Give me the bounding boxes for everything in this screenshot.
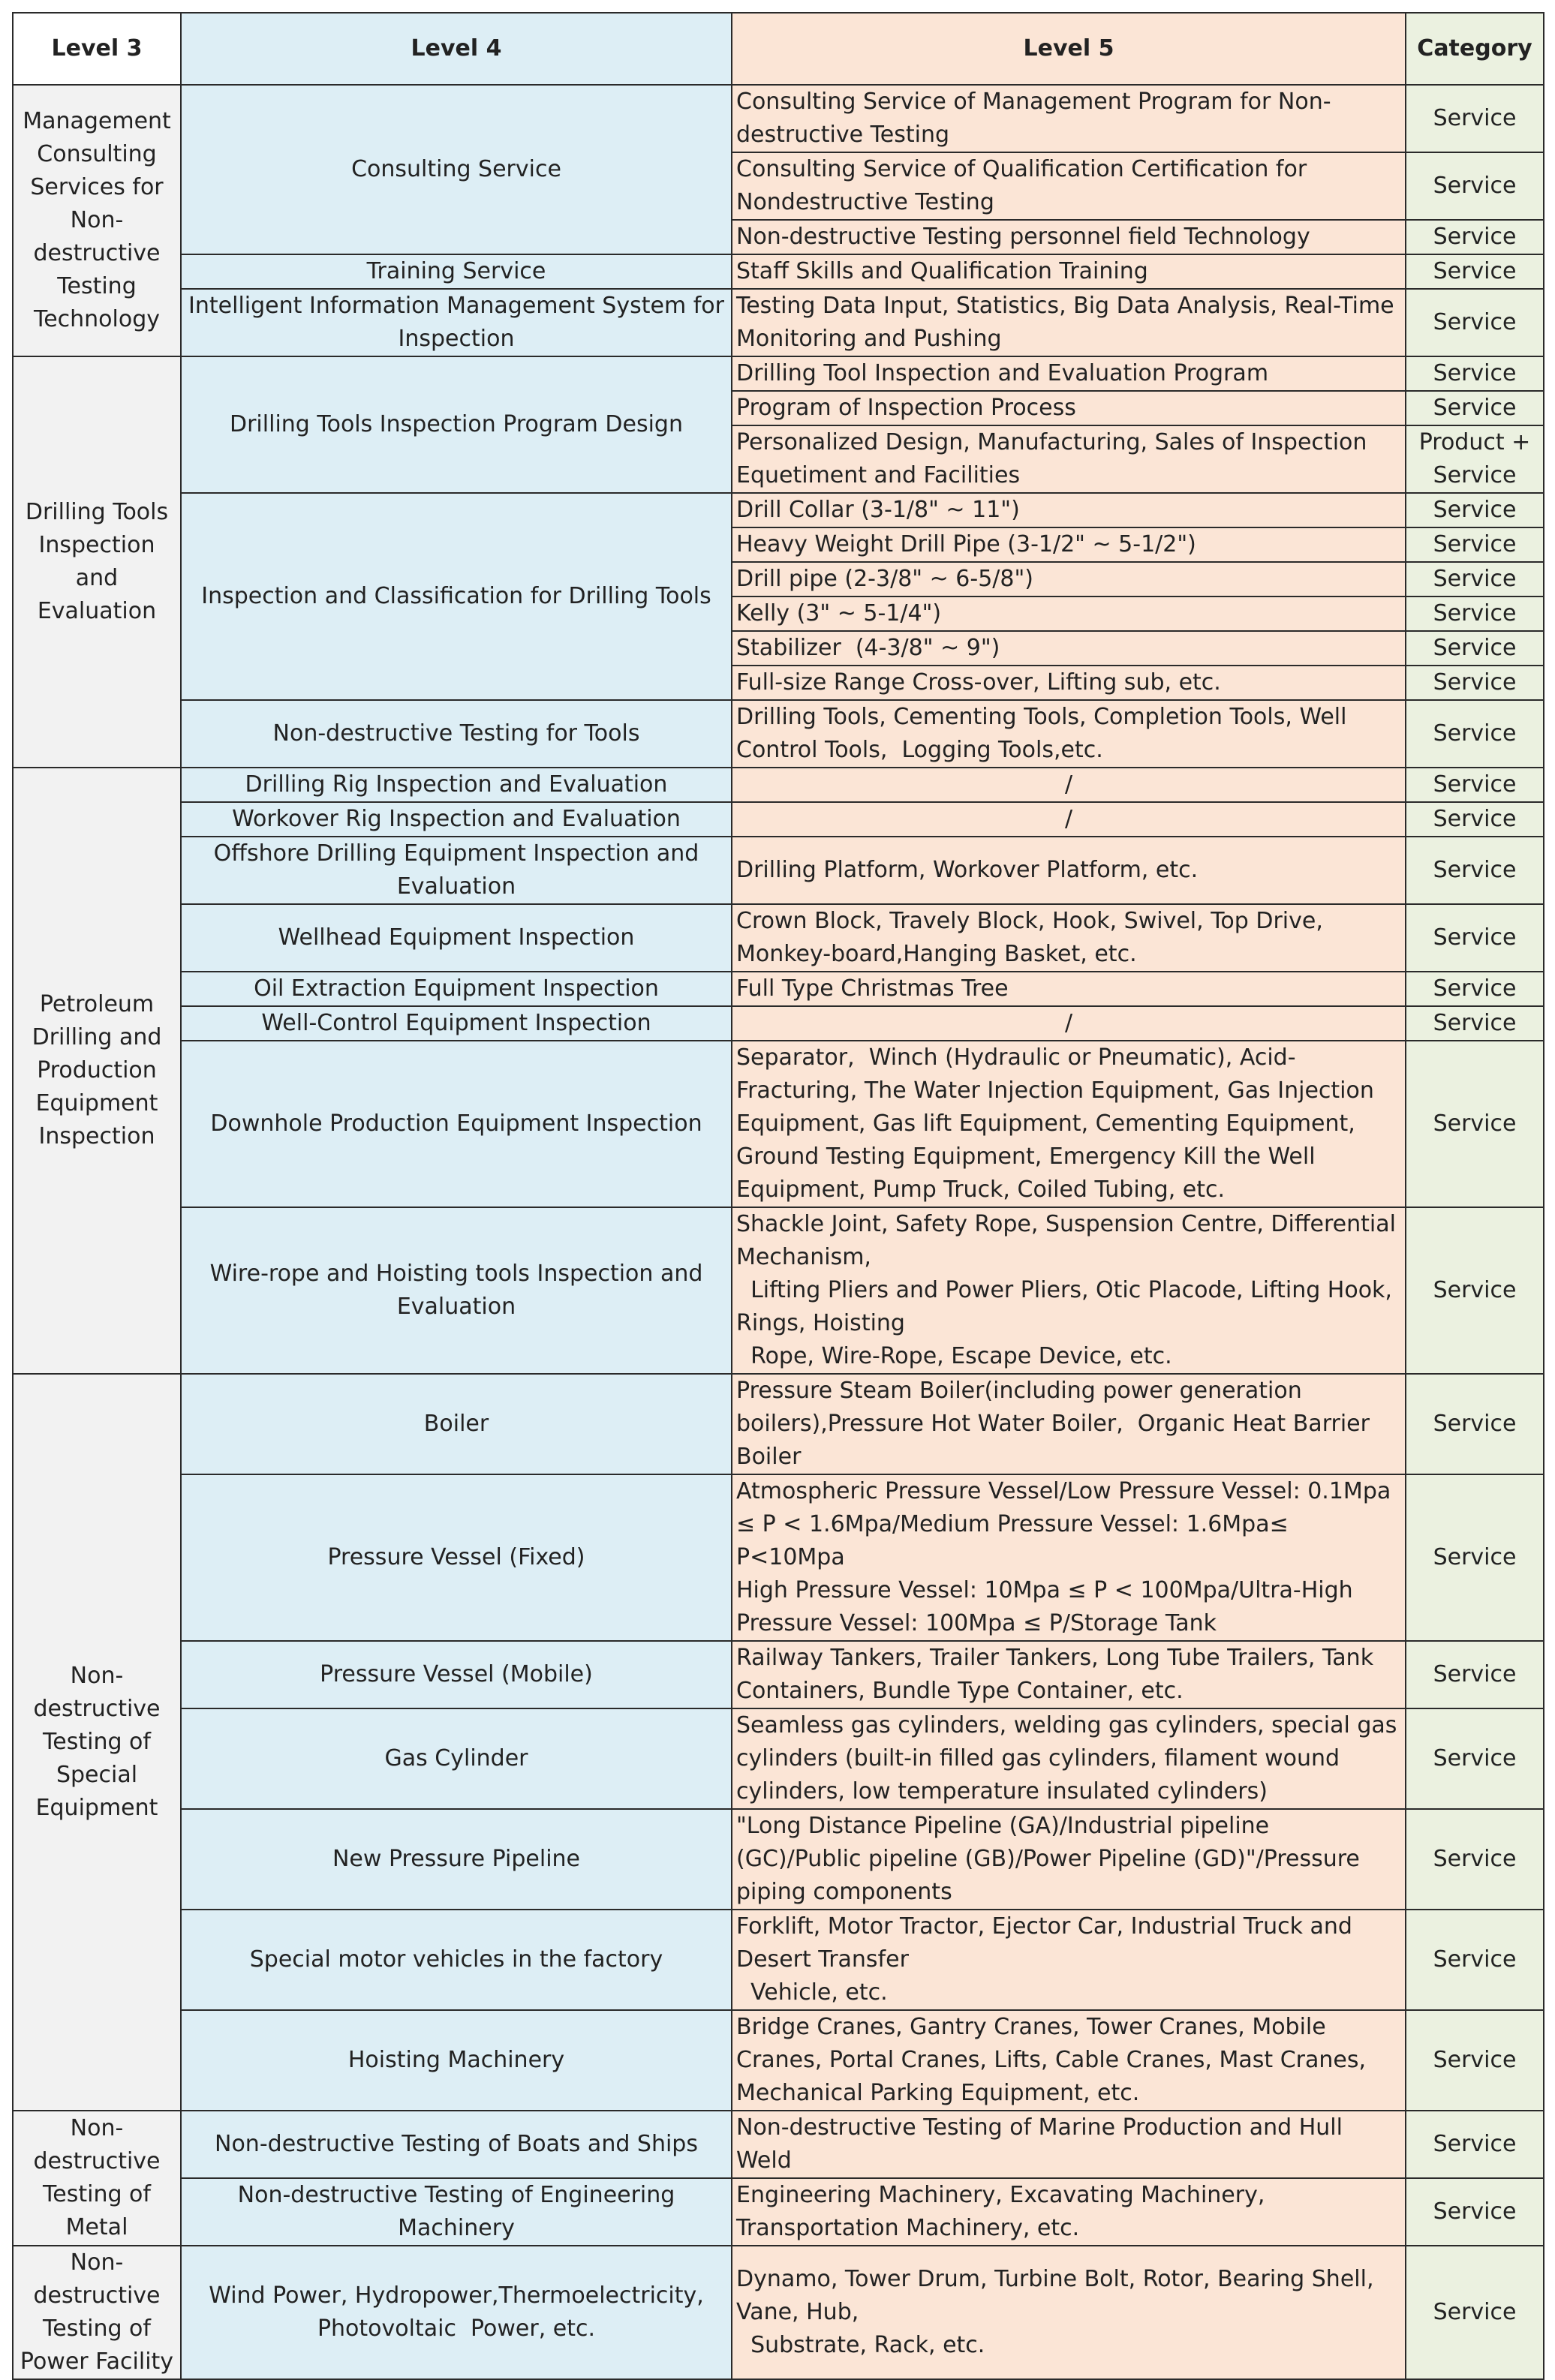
level4-cell [181, 289, 732, 356]
header-level4: Level 4 [181, 13, 732, 85]
level5-cell [732, 356, 1406, 391]
level5-cell [732, 220, 1406, 254]
level4-cell [181, 1006, 732, 1041]
level4-text: Drilling Rig Inspection and Evaluation [245, 771, 668, 798]
header-row [13, 13, 1544, 85]
table-row [13, 2178, 1544, 2246]
level5-cell [732, 1910, 1406, 2010]
category-cell [1406, 700, 1544, 768]
level5-cell [732, 837, 1406, 904]
category-text: Service [1433, 1277, 1517, 1303]
table-row [13, 289, 1544, 356]
level4-cell [181, 802, 732, 837]
category-cell [1406, 2111, 1544, 2178]
category-text: Service [1433, 771, 1517, 798]
level4-cell [181, 2178, 732, 2246]
category-text: Service [1433, 566, 1517, 592]
level4-cell [181, 356, 732, 493]
level5-cell [732, 289, 1406, 356]
level5-text: Non-destructive Testing personnel field Technology [736, 224, 1310, 250]
level5-cell [732, 1207, 1406, 1374]
category-cell [1406, 152, 1544, 220]
level4-cell [181, 904, 732, 972]
table-row [13, 837, 1544, 904]
level5-cell [732, 2178, 1406, 2246]
table-row [13, 1641, 1544, 1708]
category-cell [1406, 425, 1544, 493]
level5-text: Staff Skills and Qualification Training [736, 258, 1148, 284]
level5-cell [732, 2246, 1406, 2379]
category-cell [1406, 2178, 1544, 2246]
category-text: Service [1433, 395, 1517, 421]
category-text: Service [1433, 2131, 1517, 2157]
level4-text: Special motor vehicles in the factory [249, 1946, 663, 1973]
category-cell [1406, 1474, 1544, 1641]
table-row [13, 493, 1544, 527]
level5-cell [732, 1006, 1406, 1041]
level5-text: Non-destructive Testing of Marine Production and Hull Weld [736, 2114, 1350, 2174]
level5-cell [732, 1641, 1406, 1708]
level4-cell [181, 2111, 732, 2178]
level5-text: Atmospheric Pressure Vessel/Low Pressure Vessel: 0.1Mpa ≤ P < 1.6Mpa/Medium Pressure Vessel: 1.6Mpa≤ P<10Mpa High Pressure Vessel: 10Mpa ≤ P < 100Mpa/Ultra-High Pressure Vessel: 100Mpa ≤ P/Storage Tank [736, 1478, 1391, 1636]
category-text: Service [1433, 1745, 1517, 1771]
inspection-services-table [12, 12, 1544, 2380]
level5-cell [732, 254, 1406, 289]
level4-text: Inspection and Classification for Drilling Tools [201, 583, 711, 609]
level5-text: Dynamo, Tower Drum, Turbine Bolt, Rotor, Bearing Shell, Vane, Hub, Substrate, Rack, etc. [736, 2266, 1374, 2358]
level5-cell [732, 152, 1406, 220]
table-row [13, 356, 1544, 391]
level5-text: Stabilizer (4-3/8" ~ 9") [736, 635, 1000, 661]
level5-text: Drill pipe (2-3/8" ~ 6-5/8") [736, 566, 1033, 592]
table-row [13, 1809, 1544, 1910]
header-level3: Level 3 [13, 13, 181, 85]
level4-cell [181, 1641, 732, 1708]
level3-text: Non-destructive Testing of Metal [33, 2115, 168, 2240]
level3-cell [13, 2246, 181, 2379]
category-text: Service [1433, 531, 1517, 557]
category-text: Service [1433, 1846, 1517, 1872]
level4-text: Training Service [366, 258, 546, 284]
level5-cell [732, 597, 1406, 631]
table-row [13, 904, 1544, 972]
table-row [13, 85, 1544, 152]
category-text: Service [1433, 2047, 1517, 2073]
category-text: Service [1433, 1661, 1517, 1687]
level5-text: Railway Tankers, Trailer Tankers, Long Tube Trailers, Tank Containers, Bundle Type Container, etc. [736, 1645, 1381, 1704]
level4-cell [181, 972, 732, 1006]
category-text: Service [1433, 309, 1517, 335]
category-text: Service [1433, 1010, 1517, 1036]
level4-text: Pressure Vessel (Mobile) [320, 1661, 593, 1687]
level5-text: Crown Block, Travely Block, Hook, Swivel, Top Drive, Monkey-board,Hanging Basket, etc. [736, 908, 1331, 967]
level4-cell [181, 1041, 732, 1207]
level5-cell [732, 85, 1406, 152]
category-text: Service [1433, 360, 1517, 386]
level5-cell [732, 425, 1406, 493]
category-cell [1406, 802, 1544, 837]
table-row [13, 1708, 1544, 1809]
level4-cell [181, 85, 732, 254]
category-text: Service [1433, 857, 1517, 883]
level5-cell [732, 391, 1406, 425]
level3-cell [13, 1374, 181, 2111]
level4-cell [181, 1207, 732, 1374]
category-cell [1406, 391, 1544, 425]
table-row [13, 972, 1544, 1006]
level5-cell [732, 802, 1406, 837]
table-row [13, 1207, 1544, 1374]
category-cell [1406, 1006, 1544, 1041]
level5-cell [732, 562, 1406, 597]
category-cell [1406, 768, 1544, 802]
level4-cell [181, 1809, 732, 1910]
level5-text: Consulting Service of Qualification Certification for Nondestructive Testing [736, 156, 1314, 215]
table-row [13, 2010, 1544, 2111]
level4-text: Wellhead Equipment Inspection [278, 924, 635, 951]
category-cell [1406, 1708, 1544, 1809]
level4-cell [181, 837, 732, 904]
header-category: Category [1406, 13, 1544, 85]
level5-text: Testing Data Input, Statistics, Big Data Analysis, Real-Time Monitoring and Pushing [736, 293, 1402, 352]
level4-cell [181, 1474, 732, 1641]
level5-text: Drilling Tool Inspection and Evaluation Program [736, 360, 1269, 386]
level5-text: Kelly (3" ~ 5-1/4") [736, 600, 942, 627]
level5-cell [732, 904, 1406, 972]
level4-text: Intelligent Information Management System for Inspection [188, 293, 732, 352]
level5-text: Separator, Winch (Hydraulic or Pneumatic), Acid-Fracturing, The Water Injection Equipment, Gas Injection Equipment, Gas lift Equipment, Cementing Equipment, Ground Testing Equipment, Emergency Kill the Well Equipment, Pump Truck, Coiled Tubing, etc. [736, 1044, 1382, 1203]
level4-cell [181, 2010, 732, 2111]
category-text: Service [1433, 600, 1517, 627]
category-cell [1406, 837, 1544, 904]
category-cell [1406, 2246, 1544, 2379]
level3-text: Petroleum Drilling and Production Equipment Inspection [32, 991, 169, 1149]
level3-cell [13, 85, 181, 356]
category-text: Service [1433, 1544, 1517, 1570]
category-text: Service [1433, 806, 1517, 832]
level5-cell [732, 2010, 1406, 2111]
category-text: Service [1433, 224, 1517, 250]
category-cell [1406, 1041, 1544, 1207]
category-cell [1406, 254, 1544, 289]
level4-cell [181, 768, 732, 802]
category-text: Service [1433, 258, 1517, 284]
level5-text: Pressure Steam Boiler(including power generation boilers),Pressure Hot Water Boiler, Organic Heat Barrier Boiler [736, 1378, 1377, 1470]
category-cell [1406, 972, 1544, 1006]
level5-text: Drilling Tools, Cementing Tools, Completion Tools, Well Control Tools, Logging Tools,etc. [736, 704, 1355, 763]
level5-text: Program of Inspection Process [736, 395, 1076, 421]
table-row [13, 1910, 1544, 2010]
category-text: Service [1433, 975, 1517, 1002]
level5-text: / [1064, 771, 1073, 798]
table-row [13, 254, 1544, 289]
level5-text: Drill Collar (3-1/8" ~ 11") [736, 497, 1020, 523]
category-cell [1406, 597, 1544, 631]
level4-text: Wire-rope and Hoisting tools Inspection and Evaluation [209, 1261, 710, 1320]
level5-cell [732, 700, 1406, 768]
level4-text: Boiler [423, 1411, 489, 1437]
table-row [13, 1006, 1544, 1041]
category-cell [1406, 85, 1544, 152]
level4-text: Workover Rig Inspection and Evaluation [232, 806, 681, 832]
category-text: Product + Service [1418, 429, 1538, 488]
category-cell [1406, 1809, 1544, 1910]
level4-text: Well-Control Equipment Inspection [261, 1010, 651, 1036]
table-row [13, 1474, 1544, 1641]
level4-text: Wind Power, Hydropower,Thermoelectricity, Photovoltaic Power, etc. [209, 2282, 711, 2342]
level4-text: Offshore Drilling Equipment Inspection and Evaluation [213, 840, 706, 900]
category-cell [1406, 1374, 1544, 1474]
level5-text: Forklift, Motor Tractor, Ejector Car, Industrial Truck and Desert Transfer Vehicle, etc. [736, 1913, 1352, 2006]
level5-cell [732, 972, 1406, 1006]
category-cell [1406, 666, 1544, 700]
category-cell [1406, 1910, 1544, 2010]
level5-cell [732, 1041, 1406, 1207]
category-cell [1406, 904, 1544, 972]
level3-cell [13, 356, 181, 768]
header-level5: Level 5 [732, 13, 1406, 85]
level3-text: Non-destructive Testing of Special Equipment [33, 1663, 168, 1821]
level5-cell [732, 527, 1406, 562]
level3-text: Management Consulting Services for Non-destructive Testing Technology [23, 108, 179, 332]
level3-text: Non-destructive Testing of Power Facility [20, 2249, 174, 2375]
level5-text: Drilling Platform, Workover Platform, etc. [736, 857, 1199, 883]
category-cell [1406, 562, 1544, 597]
category-text: Service [1433, 720, 1517, 747]
level5-cell [732, 1374, 1406, 1474]
category-text: Service [1433, 1411, 1517, 1437]
level5-text: Heavy Weight Drill Pipe (3-1/2" ~ 5-1/2") [736, 531, 1196, 557]
level3-cell [13, 2111, 181, 2246]
category-text: Service [1433, 2198, 1517, 2225]
table-row [13, 1374, 1544, 1474]
level4-text: Downhole Production Equipment Inspection [210, 1110, 702, 1137]
level5-text: "Long Distance Pipeline (GA)/Industrial pipeline (GC)/Public pipeline (GB)/Power Pipeline (GD)"/Pressure piping components [736, 1813, 1367, 1905]
level5-cell [732, 1809, 1406, 1910]
table-body [13, 85, 1544, 2379]
category-text: Service [1433, 2299, 1517, 2325]
category-cell [1406, 289, 1544, 356]
level5-text: Personalized Design, Manufacturing, Sales of Inspection Equetiment and Facilities [736, 429, 1374, 488]
table-row [13, 2246, 1544, 2379]
level5-text: Full Type Christmas Tree [736, 975, 1009, 1002]
level4-text: Oil Extraction Equipment Inspection [254, 975, 659, 1002]
level4-text: New Pressure Pipeline [332, 1846, 580, 1872]
level5-cell [732, 666, 1406, 700]
level5-text: / [1064, 806, 1073, 832]
category-cell [1406, 356, 1544, 391]
level5-cell [732, 768, 1406, 802]
level4-cell [181, 700, 732, 768]
level3-text: Drilling Tools Inspection and Evaluation [25, 499, 176, 624]
category-cell [1406, 1207, 1544, 1374]
table-row [13, 700, 1544, 768]
level5-cell [732, 493, 1406, 527]
table-row [13, 802, 1544, 837]
level4-cell [181, 1708, 732, 1809]
category-cell [1406, 527, 1544, 562]
category-text: Service [1433, 924, 1517, 951]
level5-cell [732, 2111, 1406, 2178]
level5-text: / [1064, 1010, 1073, 1036]
level4-text: Drilling Tools Inspection Program Design [230, 411, 683, 437]
level4-text: Consulting Service [351, 156, 561, 182]
level5-cell [732, 1708, 1406, 1809]
level5-text: Shackle Joint, Safety Rope, Suspension Centre, Differential Mechanism, Lifting Pliers and Power Pliers, Otic Placode, Lifting Hook, Rings, Hoisting Rope, Wire-Rope, Escape Device, etc. [736, 1211, 1396, 1369]
category-text: Service [1433, 635, 1517, 661]
level4-text: Non-destructive Testing of Engineering Machinery [237, 2182, 682, 2241]
level4-cell [181, 493, 732, 700]
level3-cell [13, 768, 181, 1374]
category-cell [1406, 2010, 1544, 2111]
level5-text: Seamless gas cylinders, welding gas cylinders, special gas cylinders (built-in filled gas cylinders, filament wound cylinders, low temperature insulated cylinders) [736, 1712, 1404, 1805]
category-text: Service [1433, 497, 1517, 523]
level4-text: Gas Cylinder [384, 1745, 528, 1771]
level5-text: Engineering Machinery, Excavating Machinery, Transportation Machinery, etc. [736, 2182, 1272, 2241]
category-cell [1406, 631, 1544, 666]
category-text: Service [1433, 669, 1517, 696]
category-cell [1406, 220, 1544, 254]
level5-text: Bridge Cranes, Gantry Cranes, Tower Cranes, Mobile Cranes, Portal Cranes, Lifts, Cable Cranes, Mast Cranes, Mechanical Parking Equipment, etc. [736, 2014, 1373, 2106]
category-cell [1406, 1641, 1544, 1708]
level5-text: Full-size Range Cross-over, Lifting sub, etc. [736, 669, 1221, 696]
level4-text: Hoisting Machinery [347, 2047, 565, 2073]
level5-cell [732, 631, 1406, 666]
level5-text: Consulting Service of Management Program for Non-destructive Testing [736, 89, 1331, 148]
category-text: Service [1433, 105, 1517, 131]
table-row [13, 2111, 1544, 2178]
level4-text: Non-destructive Testing of Boats and Ships [215, 2131, 698, 2157]
level4-text: Pressure Vessel (Fixed) [327, 1544, 585, 1570]
level5-cell [732, 1474, 1406, 1641]
category-text: Service [1433, 173, 1517, 199]
table-row [13, 1041, 1544, 1207]
level4-cell [181, 1910, 732, 2010]
level4-text: Non-destructive Testing for Tools [272, 720, 640, 747]
level4-cell [181, 254, 732, 289]
level4-cell [181, 2246, 732, 2379]
level4-cell [181, 1374, 732, 1474]
category-cell [1406, 493, 1544, 527]
table-row [13, 768, 1544, 802]
category-text: Service [1433, 1110, 1517, 1137]
category-text: Service [1433, 1946, 1517, 1973]
